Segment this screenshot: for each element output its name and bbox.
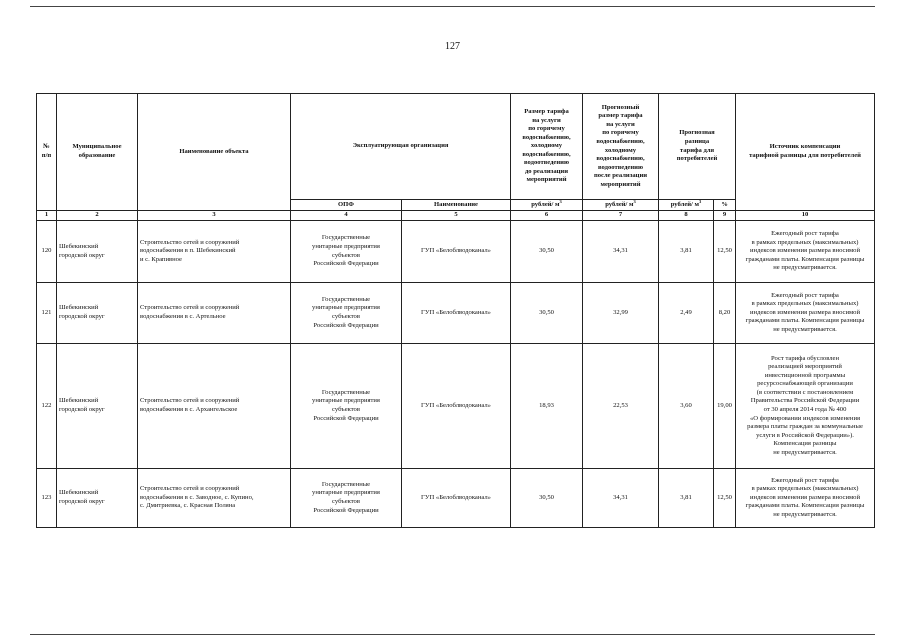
opf-cell: Государственные унитарные предприятия субъектов Российской Федерации	[291, 283, 402, 344]
column-number: 4	[291, 211, 402, 221]
difference-rub-cell: 3,81	[659, 221, 714, 283]
header-municipality: Муниципальное образование	[57, 94, 138, 211]
opf-cell: Государственные унитарные предприятия субъектов Российской Федерации	[291, 344, 402, 469]
row-number: 122	[37, 344, 57, 469]
object-cell: Строительство сетей и сооружений водоснабжения в с. Заводное, с. Купино, с. Дмитриевка, с. Красная Поляна	[138, 469, 291, 528]
table-header-row	[37, 94, 875, 200]
top-edge-line	[30, 6, 875, 7]
difference-rub-cell: 2,49	[659, 283, 714, 344]
header-num: № п/п	[37, 94, 57, 211]
difference-percent-cell: 8,20	[714, 283, 736, 344]
tariff-before-cell: 30,50	[511, 221, 583, 283]
header-operator: Эксплуатирующая организация	[291, 94, 511, 200]
subheader-percent: %	[714, 200, 736, 211]
compensation-source-cell: Рост тарифа обусловлен реализацией мероприятий инвестиционной программы ресурсоснабжающей организации (в соответствии с постановлением Правительства Российской Федерации от 30 апреля 2014 года № 400 «О формировании индексов изменения размера платы граждан за коммунальные услуги в Российской Федерации»). Компенсация разницы не предусматривается.	[736, 344, 875, 469]
difference-rub-cell: 3,60	[659, 344, 714, 469]
column-number: 5	[402, 211, 511, 221]
tariff-before-cell: 30,50	[511, 283, 583, 344]
difference-percent-cell: 19,00	[714, 344, 736, 469]
compensation-source-cell: Ежегодный рост тарифа в рамках предельных (максимальных) индексов изменения размера вносимой гражданами платы. Компенсация разницы не предусматривается.	[736, 469, 875, 528]
difference-percent-cell: 12,50	[714, 221, 736, 283]
object-cell: Строительство сетей и сооружений водоснабжения в п. Шебекинский и с. Крапивное	[138, 221, 291, 283]
municipality-cell: Шебекинский городской округ	[57, 344, 138, 469]
subheader-unit-before: рублей/ $м^3$	[511, 200, 583, 211]
column-number: 1	[37, 211, 57, 221]
column-number: 6	[511, 211, 583, 221]
table-row	[37, 283, 875, 344]
table-row	[37, 469, 875, 528]
header-compensation-source: Источник компенсации тарифной разницы для потребителей	[736, 94, 875, 211]
column-number: 3	[138, 211, 291, 221]
difference-percent-cell: 12,50	[714, 469, 736, 528]
tariff-after-cell: 34,31	[583, 221, 659, 283]
tariff-before-cell: 30,50	[511, 469, 583, 528]
table-row	[37, 221, 875, 283]
header-tariff-before: Размер тарифа на услуги по горячему водоснабжению, холодному водоснабжению, водоотведению до реализации мероприятий	[511, 94, 583, 200]
column-number: 10	[736, 211, 875, 221]
municipality-cell: Шебекинский городской округ	[57, 283, 138, 344]
column-number: 8	[659, 211, 714, 221]
row-number: 120	[37, 221, 57, 283]
object-cell: Строительство сетей и сооружений водоснабжения в с. Артельное	[138, 283, 291, 344]
table-row	[37, 344, 875, 469]
organization-cell: ГУП «Белоблводоканал»	[402, 469, 511, 528]
column-number: 7	[583, 211, 659, 221]
page-number: 127	[445, 41, 460, 52]
row-number: 121	[37, 283, 57, 344]
subheader-org-name: Наименование	[402, 200, 511, 211]
tariff-after-cell: 22,53	[583, 344, 659, 469]
bottom-edge-line	[30, 634, 875, 635]
header-forecast-difference: Прогнозная разница тарифа для потребителей	[659, 94, 736, 200]
municipality-cell: Шебекинский городской округ	[57, 221, 138, 283]
organization-cell: ГУП «Белоблводоканал»	[402, 221, 511, 283]
compensation-source-cell: Ежегодный рост тарифа в рамках предельных (максимальных) индексов изменения размера вносимой гражданами платы. Компенсация разницы не предусматривается.	[736, 283, 875, 344]
municipality-cell: Шебекинский городской округ	[57, 469, 138, 528]
tariff-before-cell: 18,93	[511, 344, 583, 469]
header-tariff-after: Прогнозный размер тарифа на услуги по горячему водоснабжению, холодному водоснабжению, водоотведению после реализации мероприятий	[583, 94, 659, 200]
column-number: 9	[714, 211, 736, 221]
organization-cell: ГУП «Белоблводоканал»	[402, 344, 511, 469]
opf-cell: Государственные унитарные предприятия субъектов Российской Федерации	[291, 469, 402, 528]
organization-cell: ГУП «Белоблводоканал»	[402, 283, 511, 344]
tariff-after-cell: 34,31	[583, 469, 659, 528]
header-object: Наименование объекта	[138, 94, 291, 211]
tariff-table	[36, 93, 875, 528]
tariff-after-cell: 32,99	[583, 283, 659, 344]
compensation-source-cell: Ежегодный рост тарифа в рамках предельных (максимальных) индексов изменения размера вносимой гражданами платы. Компенсация разницы не предусматривается.	[736, 221, 875, 283]
column-number: 2	[57, 211, 138, 221]
subheader-unit-after: рублей/ $м^3$	[583, 200, 659, 211]
subheader-unit-diff: рублей/ $м^3$	[659, 200, 714, 211]
column-number-row	[37, 211, 875, 221]
row-number: 123	[37, 469, 57, 528]
difference-rub-cell: 3,81	[659, 469, 714, 528]
opf-cell: Государственные унитарные предприятия субъектов Российской Федерации	[291, 221, 402, 283]
subheader-opf: ОПФ	[291, 200, 402, 211]
object-cell: Строительство сетей и сооружений водоснабжения в с. Архангельское	[138, 344, 291, 469]
